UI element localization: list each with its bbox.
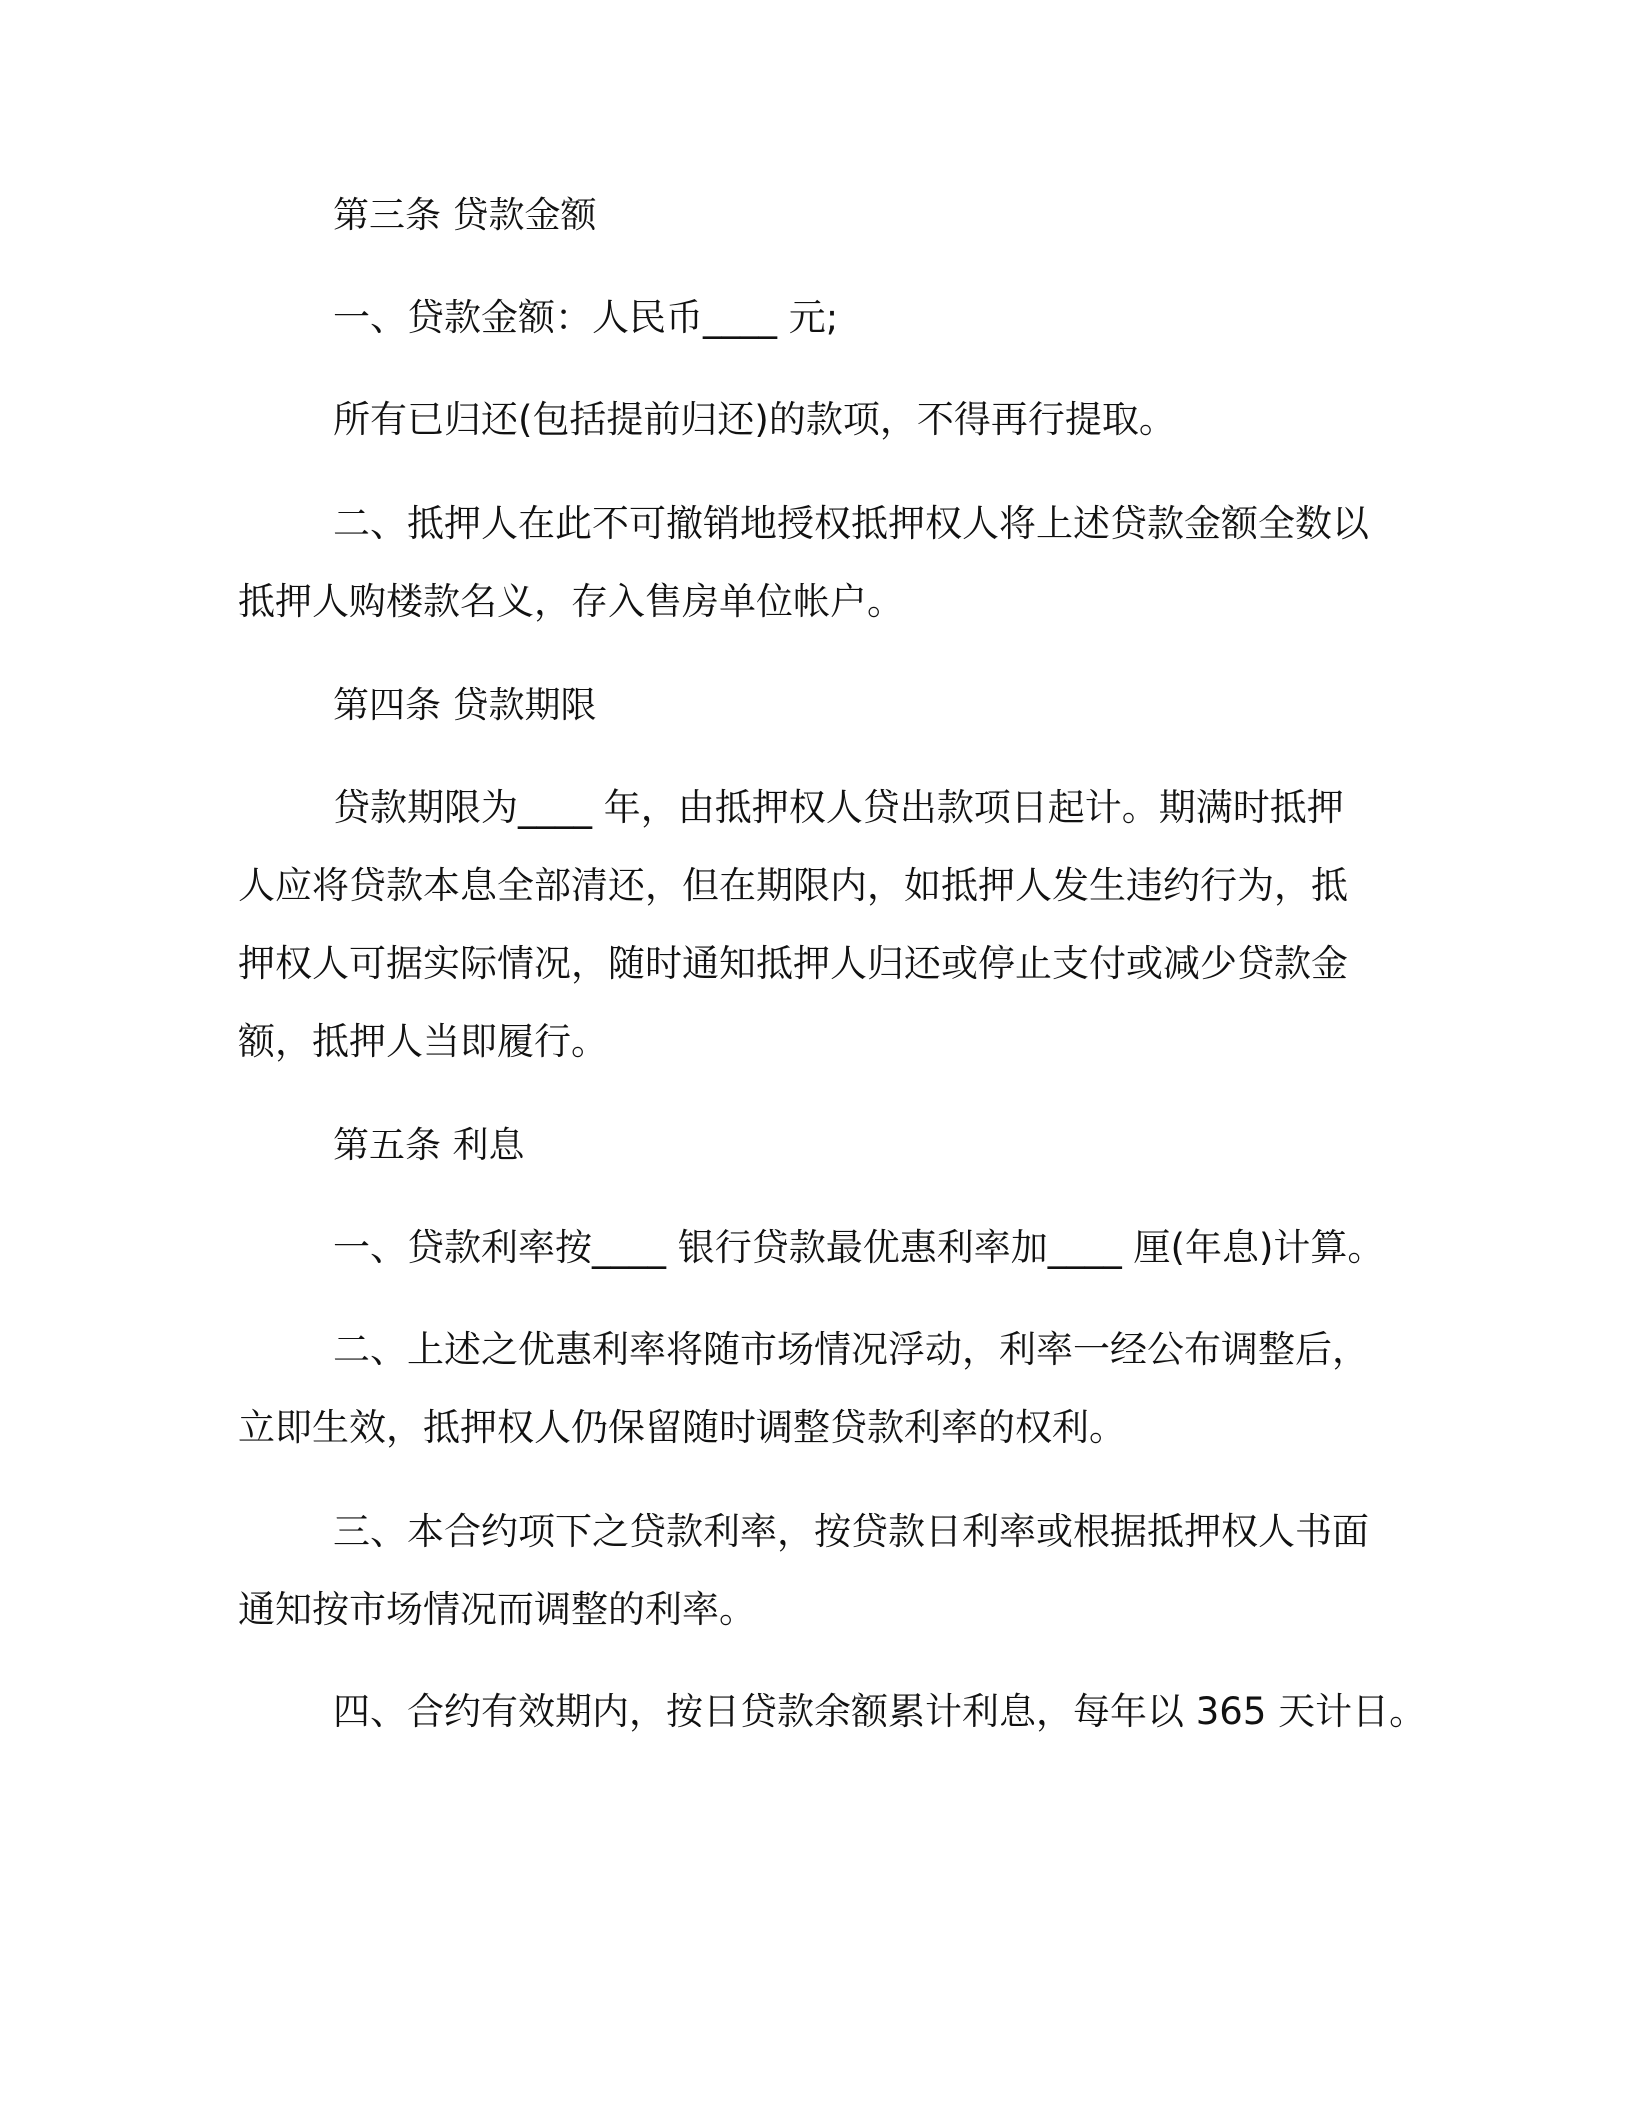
article-5-item-2-line-1: 二、上述之优惠利率将随市场情况浮动，利率一经公布调整后， xyxy=(333,1328,1369,1371)
article-5-item-1: 一、贷款利率按____ 银行贷款最优惠利率加____ 厘(年息)计算。 xyxy=(333,1226,1385,1269)
article-3-heading: 第三条 贷款金额 xyxy=(333,195,597,236)
article-5-item-2-line-2: 立即生效，抵押权人仍保留随时调整贷款利率的权利。 xyxy=(238,1406,1126,1449)
article-4-line-2: 人应将贷款本息全部清还，但在期限内，如抵押人发生违约行为，抵 xyxy=(238,864,1348,907)
article-5-item-3-line-1: 三、本合约项下之贷款利率，按贷款日利率或根据抵押权人书面 xyxy=(333,1510,1369,1553)
article-3-item-2-line-1: 二、抵押人在此不可撤销地授权抵押权人将上述贷款金额全数以 xyxy=(333,502,1369,545)
article-3-item-2-line-2: 抵押人购楼款名义，存入售房单位帐户。 xyxy=(238,580,904,623)
article-4-line-4: 额，抵押人当即履行。 xyxy=(238,1020,608,1063)
article-5-heading: 第五条 利息 xyxy=(333,1125,525,1166)
article-4-heading: 第四条 贷款期限 xyxy=(333,685,597,726)
article-4-line-3: 押权人可据实际情况，随时通知抵押人归还或停止支付或减少贷款金 xyxy=(238,942,1348,985)
article-3-item-1: 一、贷款金额：人民币____ 元; xyxy=(333,296,839,339)
article-5-item-4: 四、合约有效期内，按日贷款余额累计利息，每年以 365 天计日。 xyxy=(333,1690,1427,1733)
article-5-item-3-line-2: 通知按市场情况而调整的利率。 xyxy=(238,1588,756,1631)
article-3-note: 所有已归还(包括提前归还)的款项，不得再行提取。 xyxy=(333,398,1176,441)
article-4-line-1: 贷款期限为____ 年，由抵押权人贷出款项日起计。期满时抵押 xyxy=(333,786,1344,829)
